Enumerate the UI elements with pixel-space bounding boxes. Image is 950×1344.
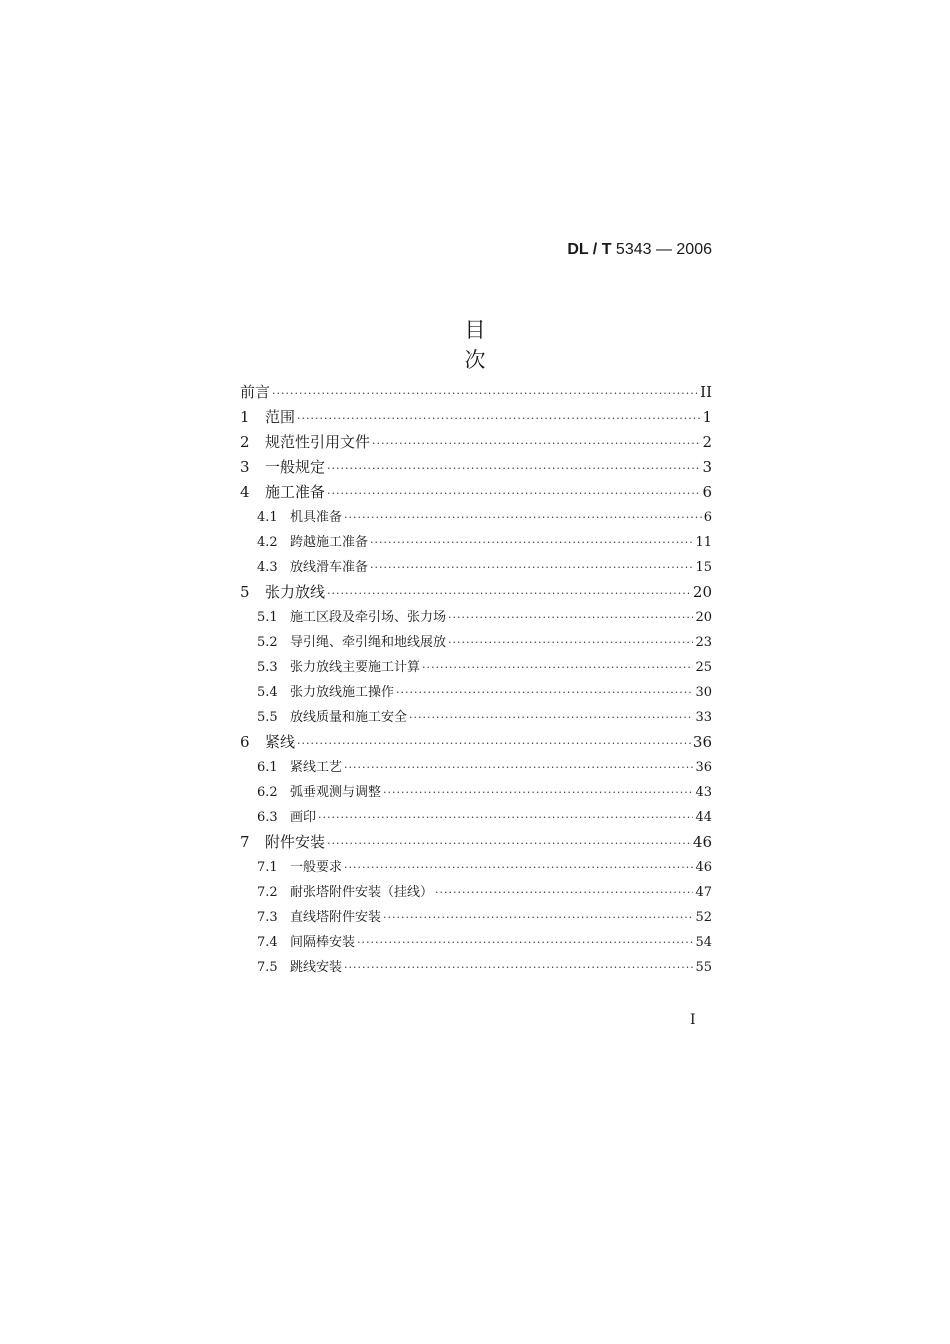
toc-dot-leader xyxy=(370,561,693,574)
toc-dot-leader xyxy=(297,737,691,750)
toc-entry-number: 6.3 xyxy=(257,810,278,825)
toc-entry-number: 5 xyxy=(240,583,250,601)
toc-dot-leader xyxy=(344,511,702,524)
toc-dot-leader xyxy=(344,761,693,774)
toc-section-entry[interactable] xyxy=(240,481,712,506)
page-title: 目 次 xyxy=(464,318,587,372)
toc-entry-page: 44 xyxy=(695,810,712,825)
toc-entry-title: 机具准备 xyxy=(290,510,343,525)
toc-subsection-entry[interactable] xyxy=(240,881,712,906)
toc-entry-number: 7.3 xyxy=(257,910,278,925)
toc-subsection-entry[interactable] xyxy=(240,781,712,806)
toc-section-entry[interactable] xyxy=(240,406,712,431)
toc-dot-leader xyxy=(327,587,691,600)
toc-subsection-entry[interactable] xyxy=(240,956,712,981)
toc-entry-number: 4.1 xyxy=(257,510,278,525)
toc-entry-page: II xyxy=(700,383,712,401)
toc-entry-page: 46 xyxy=(692,833,712,851)
toc-entry-page: 2 xyxy=(702,433,712,451)
toc-entry-title: 直线塔附件安装 xyxy=(290,910,382,925)
toc-entry-page: 47 xyxy=(695,885,712,900)
toc-entry-number: 4.2 xyxy=(257,535,278,550)
toc-section-entry[interactable] xyxy=(240,381,712,406)
toc-dot-leader xyxy=(396,686,693,699)
toc-entry-title: 画印 xyxy=(290,810,317,825)
toc-entry-title: 跳线安装 xyxy=(290,960,343,975)
toc-dot-leader xyxy=(383,786,693,799)
toc-entry-title: 导引绳、牵引绳和地线展放 xyxy=(290,635,447,650)
toc-dot-leader xyxy=(344,961,693,974)
toc-subsection-entry[interactable] xyxy=(240,906,712,931)
toc-entry-number: 7 xyxy=(240,833,250,851)
toc-subsection-entry[interactable] xyxy=(240,531,712,556)
toc-entry-title: 张力放线主要施工计算 xyxy=(290,660,421,675)
toc-entry-number: 7.2 xyxy=(257,885,278,900)
toc-subsection-entry[interactable] xyxy=(240,756,712,781)
toc-entry-page: 3 xyxy=(702,458,712,476)
toc-entry-title: 一般规定 xyxy=(265,458,326,476)
toc-entry-number: 7.5 xyxy=(257,960,278,975)
toc-dot-leader xyxy=(383,911,693,924)
standard-prefix: DL / T xyxy=(567,241,612,258)
toc-entry-number: 1 xyxy=(240,408,250,426)
toc-entry-number: 6.1 xyxy=(257,760,278,775)
toc-subsection-entry[interactable] xyxy=(240,556,712,581)
toc-entry-title: 附件安装 xyxy=(265,833,326,851)
toc-entry-title: 放线滑车准备 xyxy=(290,560,369,575)
toc-subsection-entry[interactable] xyxy=(240,706,712,731)
toc-entry-page: 15 xyxy=(695,560,712,575)
standard-code xyxy=(566,241,712,259)
toc-subsection-entry[interactable] xyxy=(240,931,712,956)
toc-entry-page: 36 xyxy=(695,760,712,775)
toc-entry-title: 跨越施工准备 xyxy=(290,535,369,550)
toc-entry-number: 7.4 xyxy=(257,935,278,950)
toc-dot-leader xyxy=(327,487,700,500)
toc-dot-leader xyxy=(409,711,693,724)
toc-entry-number: 7.1 xyxy=(257,860,278,875)
toc-entry-number: 6.2 xyxy=(257,785,278,800)
toc-entry-number: 4.3 xyxy=(257,560,278,575)
toc-entry-page: 30 xyxy=(695,685,712,700)
toc-entry-title: 放线质量和施工安全 xyxy=(290,710,408,725)
toc-entry-title: 一般要求 xyxy=(290,860,343,875)
standard-number: 5343 — 2006 xyxy=(615,241,712,258)
toc-dot-leader xyxy=(272,387,698,400)
toc-entry-title: 张力放线 xyxy=(265,583,326,601)
toc-entry-number: 5.2 xyxy=(257,635,278,650)
toc-dot-leader xyxy=(422,661,693,674)
toc-subsection-entry[interactable] xyxy=(240,631,712,656)
toc-dot-leader xyxy=(327,837,691,850)
toc-dot-leader xyxy=(448,636,693,649)
toc-subsection-entry[interactable] xyxy=(240,506,712,531)
toc-entry-number: 3 xyxy=(240,458,250,476)
toc-entry-page: 25 xyxy=(695,660,712,675)
toc-section-entry[interactable] xyxy=(240,731,712,756)
toc-entry-page: 20 xyxy=(695,610,712,625)
toc-entry-number: 4 xyxy=(240,483,250,501)
toc-subsection-entry[interactable] xyxy=(240,681,712,706)
toc-entry-title: 施工区段及牵引场、张力场 xyxy=(290,610,447,625)
toc-entry-page: 6 xyxy=(702,483,712,501)
toc-entry-title: 紧线 xyxy=(265,733,296,751)
toc-entry-number: 5.4 xyxy=(257,685,278,700)
toc-entry-title: 紧线工艺 xyxy=(290,760,343,775)
toc-entry-title: 耐张塔附件安装（挂线） xyxy=(290,885,434,900)
toc-entry-title: 间隔棒安装 xyxy=(290,935,356,950)
toc-dot-leader xyxy=(318,811,693,824)
toc-dot-leader xyxy=(297,412,700,425)
toc-entry-title: 前言 xyxy=(240,383,271,401)
toc-entry-title: 弧垂观测与调整 xyxy=(290,785,382,800)
toc-entry-page: 43 xyxy=(695,785,712,800)
toc-dot-leader xyxy=(435,886,693,899)
toc-section-entry[interactable] xyxy=(240,831,712,856)
toc-section-entry[interactable] xyxy=(240,581,712,606)
toc-entry-title: 施工准备 xyxy=(265,483,326,501)
toc-entry-number: 5.3 xyxy=(257,660,278,675)
toc-entry-page: 23 xyxy=(695,635,712,650)
page-number: I xyxy=(690,1012,696,1028)
toc-entry-page: 1 xyxy=(702,408,712,426)
toc-entry-page: 54 xyxy=(695,935,712,950)
toc-subsection-entry[interactable] xyxy=(240,856,712,881)
toc-dot-leader xyxy=(327,462,700,475)
toc-dot-leader xyxy=(357,936,693,949)
toc-entry-page: 52 xyxy=(695,910,712,925)
toc-entry-page: 20 xyxy=(692,583,712,601)
toc-entry-title: 规范性引用文件 xyxy=(265,433,371,451)
toc-subsection-entry[interactable] xyxy=(240,606,712,631)
toc-entry-page: 11 xyxy=(695,535,712,550)
toc-subsection-entry[interactable] xyxy=(240,656,712,681)
toc-entry-number: 2 xyxy=(240,433,250,451)
toc-section-entry[interactable] xyxy=(240,456,712,481)
toc-entry-number: 6 xyxy=(240,733,250,751)
toc-entry-number: 5.5 xyxy=(257,710,278,725)
toc-entry-title: 张力放线施工操作 xyxy=(290,685,395,700)
toc-entry-title: 范围 xyxy=(265,408,296,426)
toc-entry-page: 36 xyxy=(692,733,712,751)
toc-dot-leader xyxy=(372,437,700,450)
toc-subsection-entry[interactable] xyxy=(240,806,712,831)
table-of-contents xyxy=(240,381,712,981)
toc-dot-leader xyxy=(344,861,693,874)
toc-section-entry[interactable] xyxy=(240,431,712,456)
toc-dot-leader xyxy=(370,536,693,549)
toc-entry-number: 5.1 xyxy=(257,610,278,625)
toc-entry-page: 55 xyxy=(695,960,712,975)
toc-entry-page: 6 xyxy=(703,510,712,525)
toc-dot-leader xyxy=(448,611,693,624)
toc-entry-page: 46 xyxy=(695,860,712,875)
toc-entry-page: 33 xyxy=(695,710,712,725)
